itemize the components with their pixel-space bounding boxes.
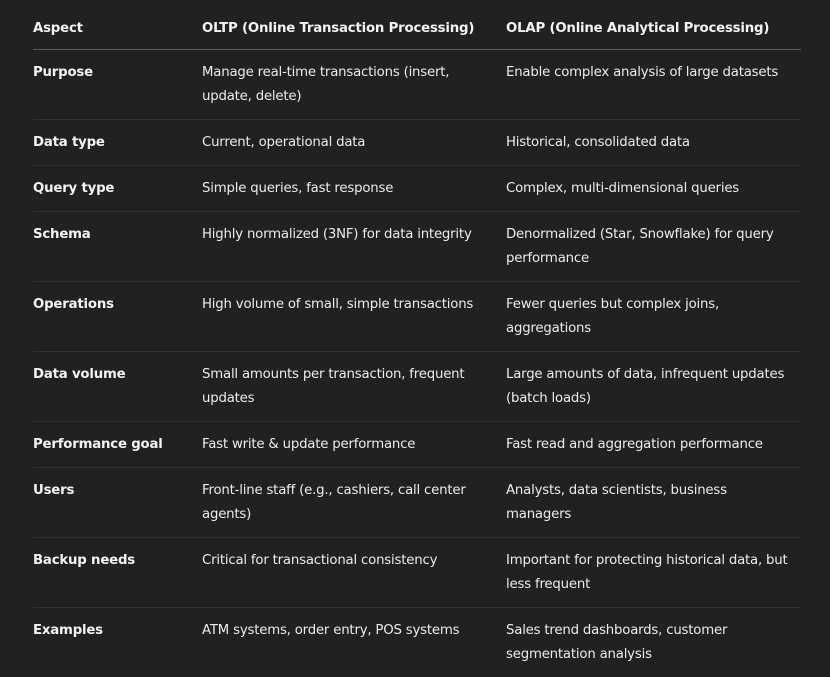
aspect-cell: Data volume xyxy=(33,352,202,422)
oltp-cell: Front-line staff (e.g., cashiers, call center agents) xyxy=(202,468,506,538)
olap-cell: Analysts, data scientists, business managers xyxy=(506,468,801,538)
aspect-cell: Performance goal xyxy=(33,422,202,468)
table-row xyxy=(33,468,801,538)
aspect-cell: Data type xyxy=(33,120,202,166)
oltp-cell: Current, operational data xyxy=(202,120,506,166)
table-row xyxy=(33,50,801,120)
table-row xyxy=(33,212,801,282)
aspect-cell: Backup needs xyxy=(33,538,202,608)
olap-cell: Sales trend dashboards, customer segmentation analysis xyxy=(506,608,801,677)
table-row xyxy=(33,282,801,352)
oltp-olap-comparison-table xyxy=(33,13,801,677)
oltp-cell: Highly normalized (3NF) for data integrity xyxy=(202,212,506,282)
oltp-cell: High volume of small, simple transactions xyxy=(202,282,506,352)
oltp-cell: Manage real-time transactions (insert, update, delete) xyxy=(202,50,506,120)
olap-cell: Fewer queries but complex joins, aggregations xyxy=(506,282,801,352)
comparison-table-container xyxy=(33,13,801,677)
header-row xyxy=(33,13,801,50)
header-aspect: Aspect xyxy=(33,13,202,50)
header-olap: OLAP (Online Analytical Processing) xyxy=(506,13,801,50)
table-row xyxy=(33,538,801,608)
oltp-cell: ATM systems, order entry, POS systems xyxy=(202,608,506,677)
aspect-cell: Operations xyxy=(33,282,202,352)
table-row xyxy=(33,120,801,166)
aspect-cell: Schema xyxy=(33,212,202,282)
olap-cell: Enable complex analysis of large datasets xyxy=(506,50,801,120)
table-row xyxy=(33,166,801,212)
oltp-cell: Critical for transactional consistency xyxy=(202,538,506,608)
olap-cell: Historical, consolidated data xyxy=(506,120,801,166)
aspect-cell: Users xyxy=(33,468,202,538)
olap-cell: Denormalized (Star, Snowflake) for query performance xyxy=(506,212,801,282)
oltp-cell: Small amounts per transaction, frequent updates xyxy=(202,352,506,422)
table-row xyxy=(33,608,801,677)
aspect-cell: Query type xyxy=(33,166,202,212)
olap-cell: Fast read and aggregation performance xyxy=(506,422,801,468)
olap-cell: Complex, multi-dimensional queries xyxy=(506,166,801,212)
table-row xyxy=(33,422,801,468)
table-row xyxy=(33,352,801,422)
oltp-cell: Simple queries, fast response xyxy=(202,166,506,212)
oltp-cell: Fast write & update performance xyxy=(202,422,506,468)
olap-cell: Important for protecting historical data, but less frequent xyxy=(506,538,801,608)
aspect-cell: Examples xyxy=(33,608,202,677)
table-header xyxy=(33,13,801,50)
table-body xyxy=(33,50,801,677)
header-oltp: OLTP (Online Transaction Processing) xyxy=(202,13,506,50)
olap-cell: Large amounts of data, infrequent updates (batch loads) xyxy=(506,352,801,422)
aspect-cell: Purpose xyxy=(33,50,202,120)
